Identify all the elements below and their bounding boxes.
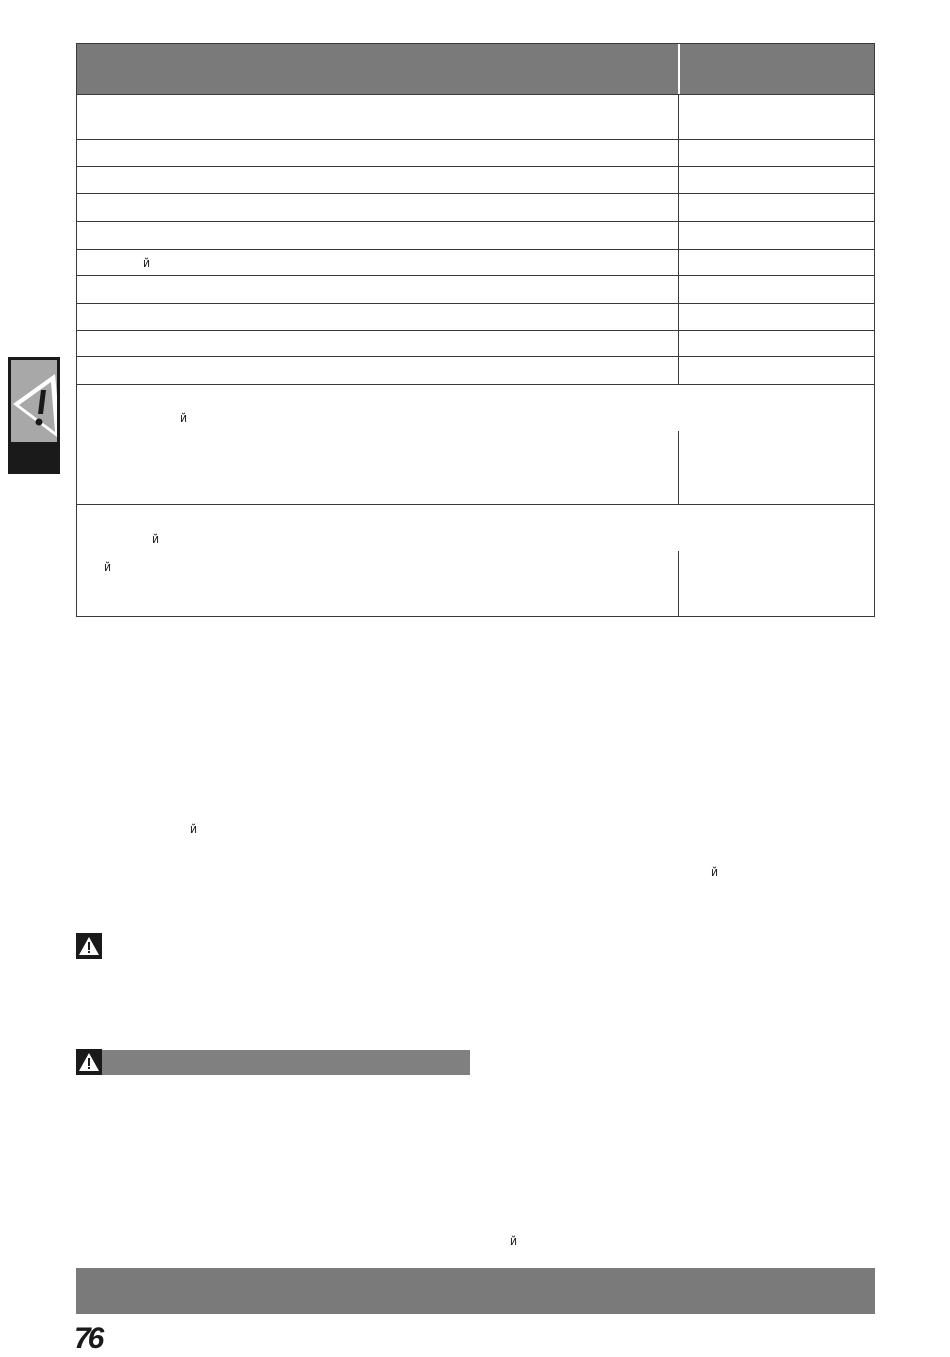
body-text-fragment: й [190,822,198,836]
table-row [77,249,874,275]
block-label: й [104,560,112,574]
table-row [77,303,874,330]
table-row [77,94,874,139]
row-label: й [143,256,151,270]
warning-box [76,1049,102,1075]
table-block [77,504,874,616]
table-row [77,275,874,303]
body-text-fragment: й [510,1234,518,1248]
page-number: 76 [74,1322,102,1355]
value-cell [678,222,679,249]
value-cell [678,250,679,275]
warning-triangle-icon [11,360,57,442]
value-cell [678,194,679,221]
value-cell [678,167,679,193]
table-block [77,384,874,504]
table-row [77,221,874,249]
body-text-fragment: й [711,865,719,879]
value-cell [678,276,679,303]
header-divider [678,44,680,94]
block-label: й [180,411,188,425]
value-cell [678,95,679,139]
table-row [77,166,874,193]
block-label: й [152,532,160,546]
table-header [77,44,874,94]
value-cell [678,304,679,330]
table-row [77,356,874,384]
warning-box [76,933,102,959]
warning-triangle-icon [76,933,102,959]
block-divider [678,431,679,504]
warning-triangle-icon [76,1049,102,1075]
footer-bar [76,1268,875,1314]
value-cell [678,140,679,166]
value-cell [678,331,679,356]
table-row [77,139,874,166]
table-row [77,330,874,356]
specification-table [76,43,875,617]
side-tab [8,357,60,474]
warning-heading-bar [76,1050,470,1075]
block-divider [678,551,679,617]
side-tab-panel [11,360,57,442]
table-row [77,193,874,221]
value-cell [678,357,679,384]
